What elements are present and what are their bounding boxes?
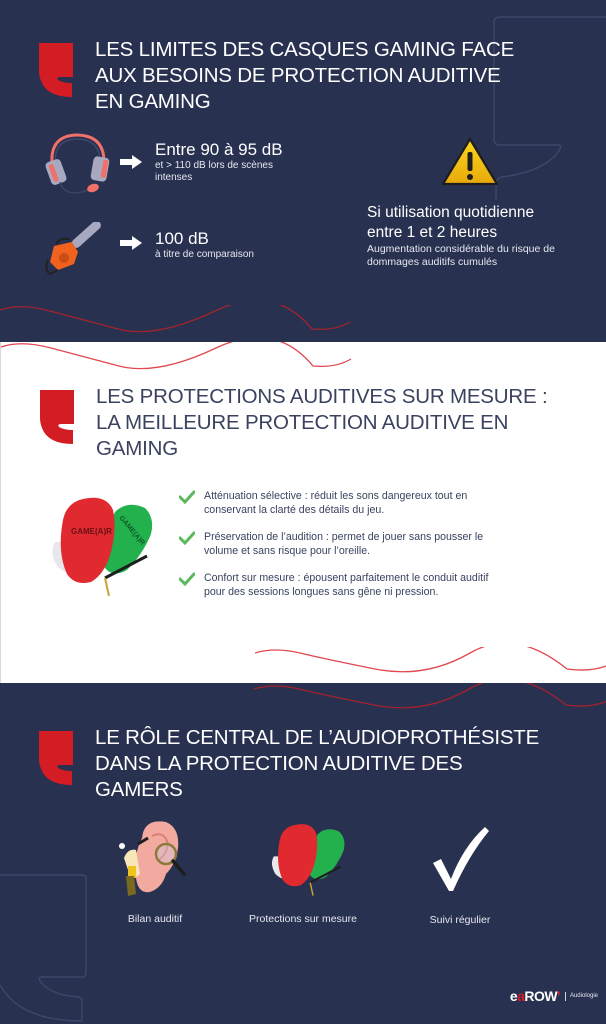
list-item: Préservation de l’audition : permet de jouer sans pousser le volume et sans risque pour l’oreille. bbox=[179, 530, 539, 558]
list-item: Atténuation sélective : réduit les sons dangereux tout en conservant la clarté des détails du jeu. bbox=[179, 489, 539, 517]
checkmark-icon bbox=[429, 823, 491, 895]
list-item: Confort sur mesure : épousent parfaitement le conduit auditif pour des sessions longues sans gêne ni pression. bbox=[179, 571, 539, 599]
arrow-right-icon bbox=[120, 236, 142, 250]
decorative-wave bbox=[255, 647, 606, 677]
role-hearing-assessment bbox=[110, 818, 200, 925]
daily-usage-warning bbox=[367, 203, 606, 269]
stat-note: et > 110 dB lors de scènes bbox=[155, 160, 273, 171]
svg-text:GAME(A)R: GAME(A)R bbox=[117, 514, 146, 547]
gaming-headset-icon bbox=[42, 130, 112, 196]
warning-triangle-icon bbox=[441, 137, 499, 187]
warning-heading: entre 1 et 2 heures bbox=[367, 224, 498, 241]
role-label: Protections sur mesure bbox=[249, 913, 357, 925]
section-heading bbox=[40, 384, 547, 462]
svg-text:GAME(A)R: GAME(A)R bbox=[71, 527, 112, 536]
section-title: LE RÔLE CENTRAL DE L’AUDIOPROTHÉSISTE DANS LA PROTECTION AUDITIVE DES GAMERS bbox=[95, 726, 540, 801]
warning-detail: Augmentation considérable du risque de bbox=[367, 243, 555, 255]
decorative-quote-outline bbox=[0, 873, 100, 1023]
brand-logo bbox=[510, 988, 598, 1004]
custom-earplugs-image bbox=[47, 492, 157, 602]
chainsaw-icon bbox=[44, 222, 106, 278]
stat-chainsaw bbox=[155, 229, 254, 261]
section-audiologist-role bbox=[0, 683, 606, 1024]
green-checkmark-icon bbox=[179, 490, 195, 504]
arrow-right-icon bbox=[120, 155, 142, 169]
section-title: LES PROTECTIONS AUDITIVES SUR MESURE : LA MEILLEURE PROTECTION AUDITIVE EN GAMING bbox=[96, 385, 548, 460]
stat-note: intenses bbox=[155, 172, 193, 183]
brand-divider bbox=[565, 992, 566, 1001]
custom-earplugs-icon bbox=[268, 818, 348, 902]
benefits-list bbox=[179, 489, 539, 612]
role-label: Suivi régulier bbox=[429, 914, 491, 926]
stat-headset bbox=[155, 140, 283, 184]
brand-quote-mark-icon bbox=[39, 731, 77, 785]
section-headset-limits bbox=[0, 0, 606, 342]
role-follow-up bbox=[415, 823, 505, 926]
ear-examination-icon bbox=[114, 818, 196, 902]
section-heading bbox=[39, 725, 539, 803]
brand-name: eaROW' bbox=[509, 988, 560, 1004]
section-custom-protection bbox=[0, 342, 606, 683]
role-custom-protection bbox=[243, 818, 363, 925]
section-title: LES LIMITES DES CASQUES GAMING FACE AUX BESOINS DE PROTECTION AUDITIVE EN GAMING bbox=[95, 38, 515, 113]
role-label: Bilan auditif bbox=[127, 913, 183, 925]
warning-detail: dommages auditifs cumulés bbox=[367, 256, 498, 268]
decorative-wave bbox=[0, 305, 360, 335]
stat-value: Entre 90 à 95 dB bbox=[155, 140, 283, 159]
stat-value: 100 dB bbox=[155, 229, 209, 248]
decorative-wave bbox=[1, 342, 361, 372]
stat-note: à titre de comparaison bbox=[155, 249, 254, 260]
section-heading bbox=[39, 37, 514, 115]
brand-quote-mark-icon bbox=[40, 390, 78, 444]
brand-quote-mark-icon bbox=[39, 43, 77, 97]
green-checkmark-icon bbox=[179, 572, 195, 586]
green-checkmark-icon bbox=[179, 531, 195, 545]
brand-tagline: Audiologie bbox=[569, 993, 598, 999]
warning-heading: Si utilisation quotidienne bbox=[367, 204, 535, 221]
decorative-wave bbox=[254, 683, 606, 713]
